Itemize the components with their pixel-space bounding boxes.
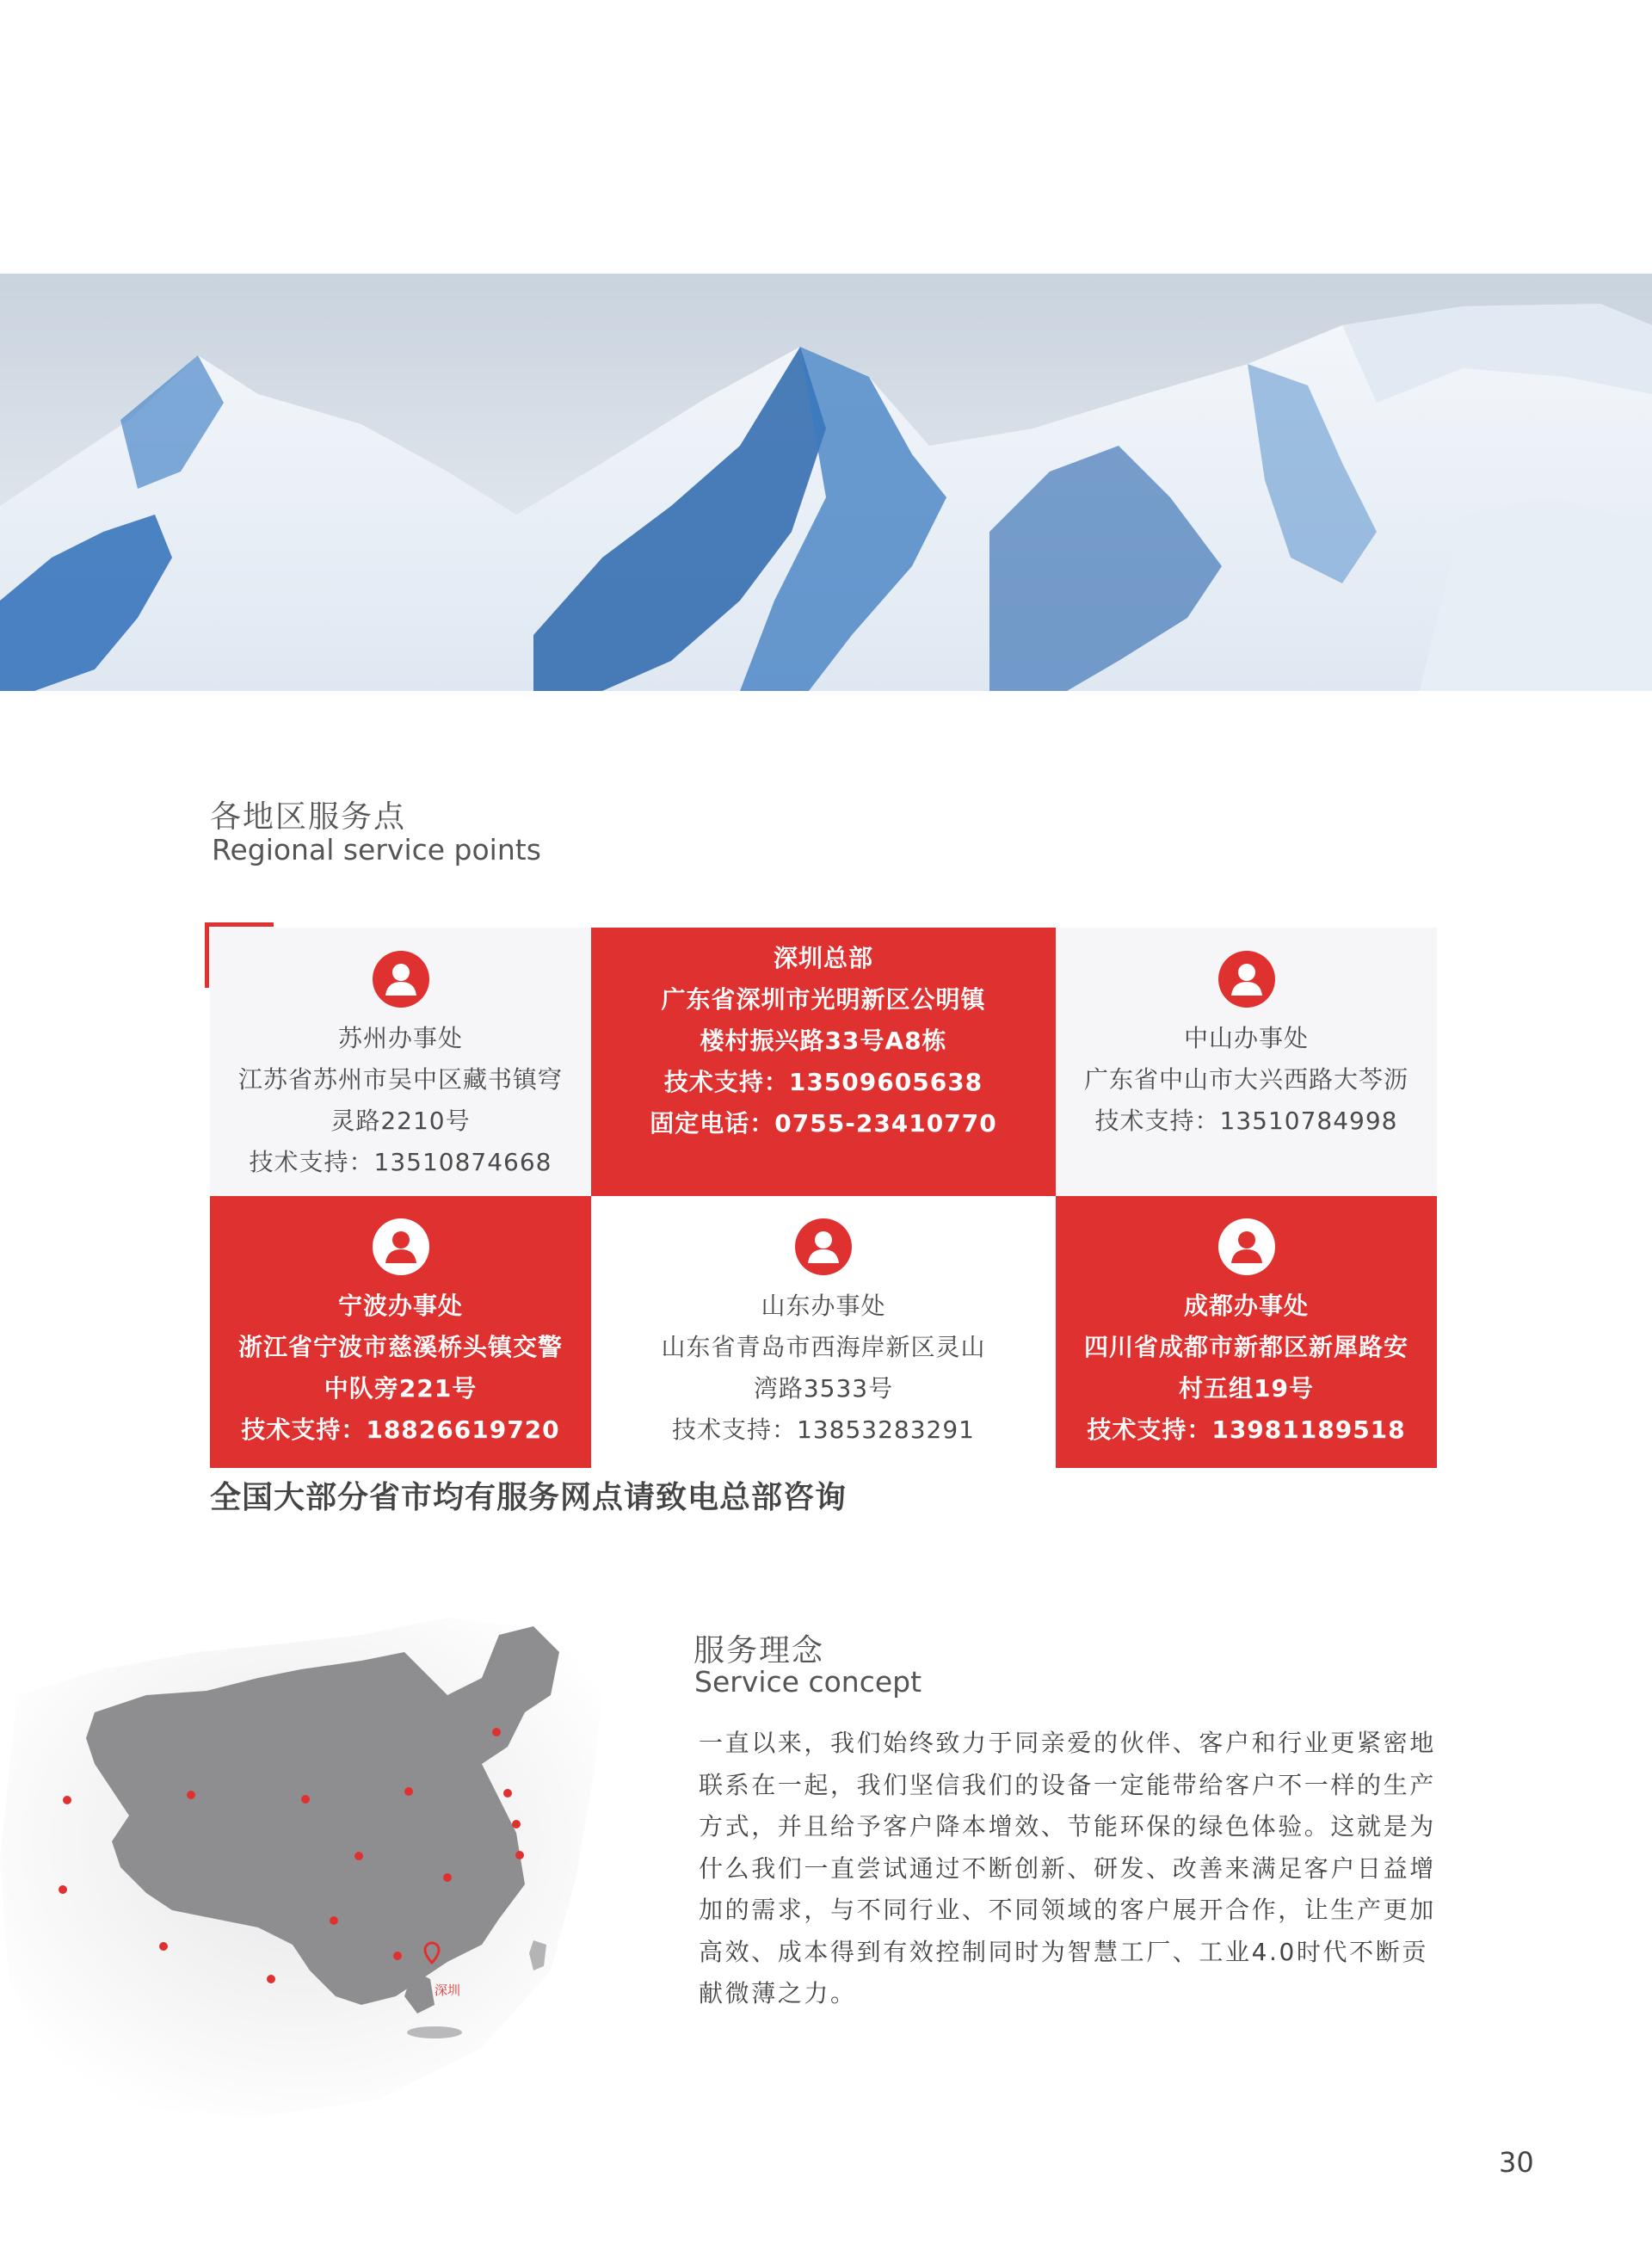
concept-line: 加的需求，与不同行业、不同领域的客户展开合作，让生产更加 <box>699 1896 1436 1924</box>
concept-line: 一直以来，我们始终致力于同亲爱的伙伴、客户和行业更紧密地 <box>699 1729 1436 1757</box>
office-phone: 技术支持：13853283291 <box>672 1415 975 1444</box>
office-name: 苏州办事处 <box>337 1024 463 1052</box>
regional-title-en: Regional service points <box>212 833 541 866</box>
concept-line: 高效、成本得到有效控制同时为智慧工厂、工业4.0时代不断贡 <box>699 1937 1428 1966</box>
user-icon <box>795 1218 852 1275</box>
concept-line: 方式，并且给予客户降本增效、节能环保的绿色体验。这就是为 <box>699 1812 1436 1841</box>
user-icon <box>373 1218 429 1275</box>
office-card-ningbo <box>210 1196 591 1468</box>
office-address: 广东省中山市大兴西路大芩沥 <box>1083 1065 1409 1094</box>
office-phone: 技术支持：13510784998 <box>1094 1107 1398 1135</box>
office-landline: 固定电话：0755-23410770 <box>650 1109 997 1138</box>
office-address: 楼村振兴路33号A8栋 <box>700 1027 947 1055</box>
office-name: 山东办事处 <box>761 1292 886 1320</box>
office-card-chengdu <box>1056 1196 1437 1468</box>
office-card-shenzhen-hq <box>591 928 1056 1196</box>
office-address: 四川省成都市新都区新犀路安 <box>1083 1333 1409 1361</box>
office-name: 成都办事处 <box>1183 1292 1309 1320</box>
mountain-banner <box>0 274 1652 691</box>
office-grid <box>210 928 1437 1468</box>
concept-body <box>699 1723 1456 2015</box>
office-address: 山东省青岛市西海岸新区灵山 <box>661 1333 986 1361</box>
office-name: 中山办事处 <box>1183 1024 1309 1052</box>
concept-title-en: Service concept <box>694 1665 922 1699</box>
service-network-note: 全国大部分省市均有服务网点请致电总部咨询 <box>210 1480 848 1515</box>
office-address: 江苏省苏州市吴中区藏书镇穹 <box>237 1065 563 1094</box>
user-icon <box>373 951 429 1008</box>
user-icon <box>1218 951 1275 1008</box>
concept-title-cn: 服务理念 <box>693 1633 825 1668</box>
office-phone: 技术支持：13981189518 <box>1087 1415 1406 1444</box>
office-phone: 技术支持：13509605638 <box>663 1068 983 1096</box>
regional-title-cn: 各地区服务点 <box>210 799 407 835</box>
concept-line: 献微薄之力。 <box>699 1979 857 2007</box>
office-phone: 技术支持：18826619720 <box>241 1415 560 1444</box>
office-card-zhongshan <box>1056 928 1437 1196</box>
page-number: 30 <box>1499 2146 1534 2179</box>
office-address: 广东省深圳市光明新区公明镇 <box>661 985 986 1014</box>
concept-line: 什么我们一直尝试通过不断创新、研发、改善来满足客户日益增 <box>699 1853 1436 1883</box>
user-icon <box>1218 1218 1275 1275</box>
office-address: 浙江省宁波市慈溪桥头镇交警 <box>237 1333 563 1361</box>
office-address: 中队旁221号 <box>324 1374 478 1403</box>
office-card-shandong <box>591 1196 1056 1468</box>
office-card-suzhou <box>210 928 591 1196</box>
office-address: 灵路2210号 <box>330 1107 471 1135</box>
concept-line: 联系在一起，我们坚信我们的设备一定能带给客户不一样的生产 <box>699 1770 1436 1799</box>
office-name: 宁波办事处 <box>337 1292 463 1320</box>
office-address: 湾路3533号 <box>753 1374 894 1403</box>
office-name: 深圳总部 <box>773 944 873 972</box>
office-phone: 技术支持：13510874668 <box>249 1148 552 1176</box>
china-service-map <box>0 1600 654 2134</box>
hq-map-label: 深圳 <box>435 1983 461 1998</box>
office-address: 村五组19号 <box>1179 1374 1314 1403</box>
